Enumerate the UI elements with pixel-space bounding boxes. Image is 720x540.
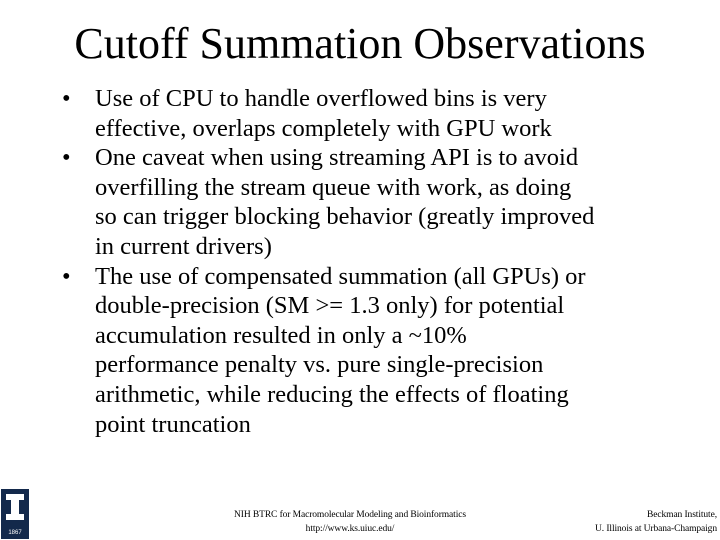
bullet-text-line: so can trigger blocking behavior (greatly improved xyxy=(95,203,595,231)
bullet-text-line: in current drivers) xyxy=(95,232,272,260)
bullet-text-line: arithmetic, while reducing the effects of floating xyxy=(95,380,569,408)
bullet-marker: • xyxy=(62,262,71,290)
bullet-marker: • xyxy=(62,144,71,172)
bullet-text-line: accumulation resulted in only a ~10% xyxy=(95,321,467,349)
footer-right-line: Beckman Institute, xyxy=(647,510,717,520)
bullet-text-line: point truncation xyxy=(95,410,251,438)
bullet-text-line: effective, overlaps completely with GPU work xyxy=(95,114,552,142)
footer-center-line: NIH BTRC for Macromolecular Modeling and Bioinformatics xyxy=(234,510,466,520)
bullet-marker: • xyxy=(62,85,71,112)
bullet-item xyxy=(62,143,682,261)
footer-center-url: http://www.ks.uiuc.edu/ xyxy=(305,524,395,534)
footer-right-line: U. Illinois at Urbana-Champaign xyxy=(595,524,717,534)
bullet-list xyxy=(62,84,682,439)
slide-title: Cutoff Summation Observations xyxy=(74,19,646,68)
bullet-text-line: performance penalty vs. pure single-precision xyxy=(95,351,544,379)
bullet-text-line: Use of CPU to handle overflowed bins is very xyxy=(95,85,547,112)
block-i-icon xyxy=(1,489,29,539)
footer-right xyxy=(540,508,717,536)
bullet-item xyxy=(62,84,682,143)
footer-center xyxy=(200,508,500,536)
bullet-text-line: overfilling the stream queue with work, as doing xyxy=(95,173,572,201)
bullet-text-line: The use of compensated summation (all GPUs) or xyxy=(95,262,586,290)
bullet-text-line: One caveat when using streaming API is to avoid xyxy=(95,144,579,172)
university-logo xyxy=(1,489,29,539)
logo-year-text: 1867 xyxy=(8,530,22,536)
bullet-text-line: double-precision (SM >= 1.3 only) for potential xyxy=(95,292,565,320)
bullet-item xyxy=(62,262,682,440)
